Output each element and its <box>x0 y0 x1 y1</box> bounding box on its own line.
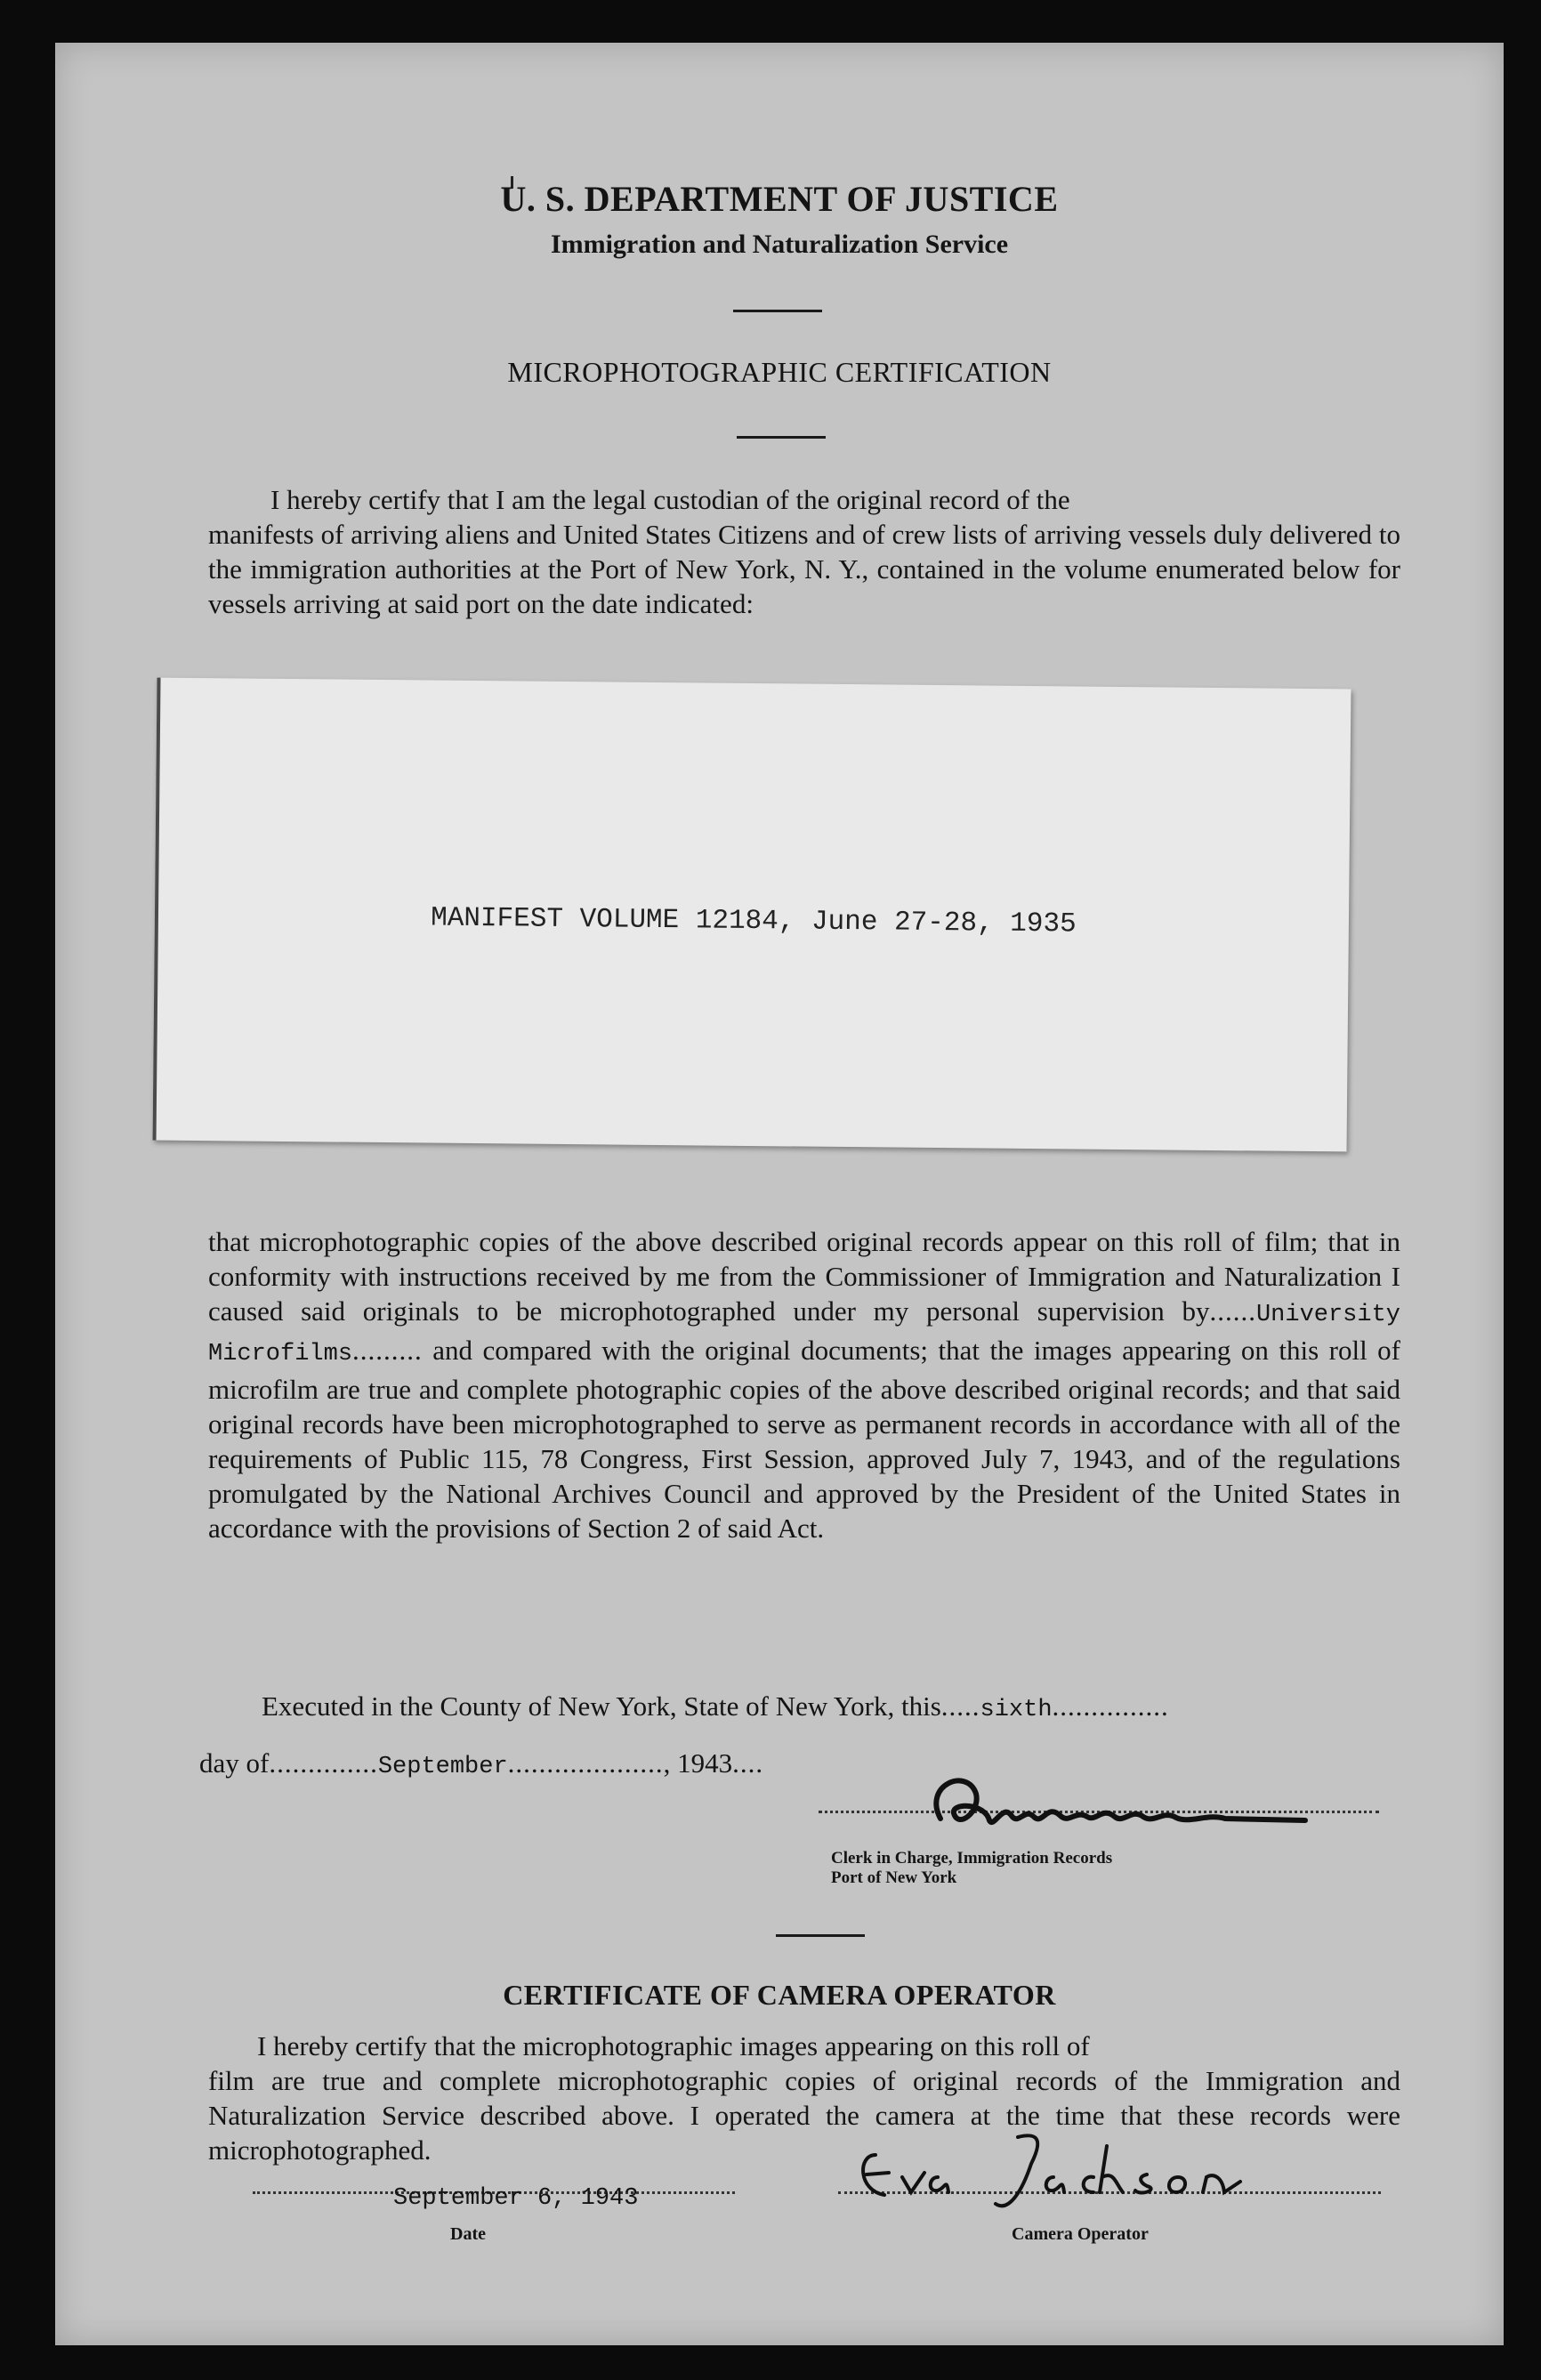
dot-leader: .............. <box>269 1747 378 1779</box>
body-part1: that microphotographic copies of the above described original records appear on this roll of film; that in conformity with instructions received by me from the Commissioner of Immigration and Naturalization I caused said originals to be microphotographed under my personal supervision by <box>208 1226 1400 1327</box>
execution-month: September <box>377 1754 508 1780</box>
divider <box>733 310 822 312</box>
manifest-label: MANIFEST VOLUME 12184, June 27-28, 1935 <box>431 902 1077 940</box>
day-of-label: day of <box>199 1747 270 1779</box>
date-label: Date <box>450 2224 486 2244</box>
clerk-location: Port of New York <box>831 1868 957 1887</box>
execution-year: , 1943 <box>663 1747 733 1779</box>
clerk-title: Clerk in Charge, Immigration Records <box>831 1849 1113 1868</box>
execution-prefix: Executed in the County of New York, State of New York, this <box>262 1690 941 1722</box>
camera-certificate-title: CERTIFICATE OF CAMERA OPERATOR <box>503 1979 1056 2011</box>
photographer-value: University Microfilms <box>208 1302 1400 1367</box>
manifest-card <box>153 678 1351 1152</box>
intro-paragraph <box>208 482 1400 621</box>
certification-title: MICROPHOTOGRAPHIC CERTIFICATION <box>507 356 1052 388</box>
service-name: Immigration and Naturalization Service <box>550 230 1009 259</box>
dot-leader: ............... <box>1052 1690 1169 1722</box>
operator-label: Camera Operator <box>1012 2224 1149 2244</box>
date-value: September 6, 1943 <box>393 2185 639 2212</box>
dot-leader: ......... <box>352 1335 423 1366</box>
dot-leader: .................... <box>507 1747 664 1779</box>
operator-signature <box>849 2128 1249 2217</box>
execution-line <box>262 1690 1169 1723</box>
day-of-line <box>199 1747 763 1780</box>
document-sheet <box>55 43 1504 2345</box>
camera-line1: I hereby certify that the microphotographic images appearing on this roll of <box>257 2030 1090 2061</box>
clerk-label <box>831 1849 1112 1888</box>
camera-rest: film are true and complete microphotographic copies of original records of the Immigration and Naturalization Service described above. I operated the camera at the time that these records were microphotographed. <box>208 2065 1400 2166</box>
intro-line1: I hereby certify that I am the legal custodian of the original record of the <box>270 484 1070 515</box>
clerk-signature <box>905 1767 1332 1847</box>
divider <box>776 1934 865 1937</box>
divider <box>737 436 826 439</box>
certification-body <box>208 1224 1400 1545</box>
department-title: U. S. DEPARTMENT OF JUSTICE <box>500 179 1059 219</box>
dot-leader: .... <box>732 1747 764 1779</box>
body-part2: and compared with the original documents; that the images appearing on this roll of microfilm are true and complete photographic copies of the above described original records; and that said original records have been microphotographed to serve as permanent records in accordance with all of the requirements of Public 115, 78 Congress, First Session, approved July 7, 1943, and of the regulations promulgated by the National Archives Council and approved by the President of the United States in accordance with the provisions of Section 2 of said Act. <box>208 1335 1401 1544</box>
dot-leader: ...... <box>1209 1295 1256 1327</box>
dot-leader: ..... <box>940 1690 980 1722</box>
intro-rest: manifests of arriving aliens and United States Citizens and of crew lists of arriving vessels duly delivered to the immigration authorities at the Port of New York, N. Y., contained in the volume enumerated below for vessels arriving at said port on the date indicated: <box>208 519 1400 619</box>
execution-day: sixth <box>980 1697 1053 1723</box>
